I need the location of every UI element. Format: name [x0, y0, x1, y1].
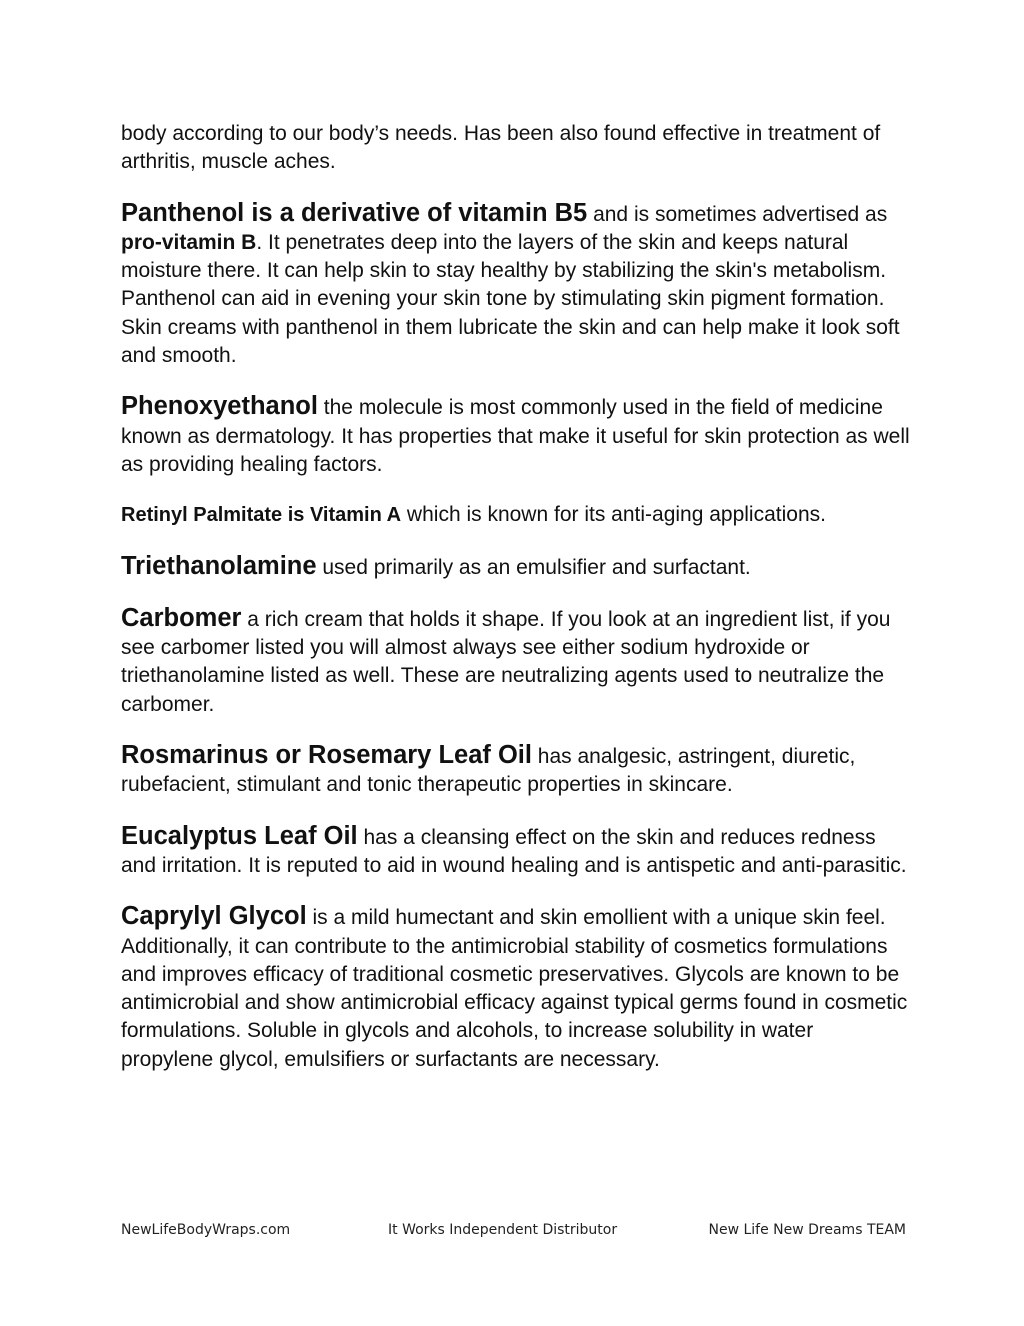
footer-website: NewLifeBodyWraps.com [121, 1222, 291, 1238]
panthenol-paragraph [121, 199, 911, 371]
triethanolamine-paragraph [121, 552, 911, 582]
panthenol-text-b: . It penetrates deep into the layers of the skin and keeps natural moisture there. It can help skin to stay healthy by stabilizing the skin's metabolism. Panthenol can aid in evening your skin tone by stimulating skin pigment formation. Skin creams with panthenol in them lubricate the skin and can help make it look soft and smooth. [121, 230, 900, 368]
triethanolamine-term: Triethanolamine [121, 551, 317, 580]
triethanolamine-text: used primarily as an emulsifier and surfactant. [316, 555, 751, 579]
phenoxyethanol-term: Phenoxyethanol [121, 392, 318, 421]
footer-distributor: It Works Independent Distributor [388, 1222, 618, 1238]
retinyl-palmitate-paragraph [121, 501, 911, 529]
rosemary-paragraph [121, 741, 911, 800]
rosemary-text: has analgesic, astringent, diuretic, rubefacient, stimulant and tonic therapeutic properties in skincare. [121, 745, 856, 797]
phenoxyethanol-paragraph [121, 392, 911, 479]
carbomer-paragraph [121, 604, 911, 719]
eucalyptus-paragraph [121, 822, 911, 881]
pro-vitamin-b-term: pro-vitamin B [121, 230, 257, 254]
footer-team: New Life New Dreams TEAM [708, 1222, 906, 1238]
document-body [121, 120, 911, 1096]
retinyl-palmitate-text: which is known for its anti-aging applications. [401, 503, 826, 527]
eucalyptus-text: has a cleansing effect on the skin and reduces redness and irritation. It is reputed to aid in wound healing and is antispetic and anti-parasitic. [121, 825, 907, 877]
rosemary-term: Rosmarinus or Rosemary Leaf Oil [121, 741, 532, 770]
caprylyl-glycol-text: is a mild humectant and skin emollient with a unique skin feel. Additionally, it can contribute to the antimicrobial stability of cosmetics formulations and improves efficacy of traditional cosmetic preservatives. Glycols are known to be antimicrobial and show antimicrobial efficacy against typical germs found in cosmetic formulations. Soluble in glycols and alcohols, to increase solubility in water propylene glycol, emulsifiers or surfactants are necessary. [121, 906, 908, 1071]
carbomer-term: Carbomer [121, 603, 242, 632]
panthenol-text-a: and is sometimes advertised as [587, 202, 888, 226]
phenoxyethanol-text: the molecule is most commonly used in the field of medicine known as dermatology. It has properties that make it useful for skin protection as well as providing healing factors. [121, 396, 910, 476]
retinyl-palmitate-term: Retinyl Palmitate is Vitamin A [121, 504, 402, 527]
panthenol-term: Panthenol is a derivative of vitamin B5 [121, 198, 588, 227]
caprylyl-glycol-paragraph [121, 902, 911, 1074]
page-footer [121, 1222, 906, 1242]
carbomer-text: a rich cream that holds it shape. If you look at an ingredient list, if you see carbomer listed you will almost always see either sodium hydroxide or triethanolamine listed as well. These are neutralizing agents used to neutralize the carbomer. [121, 607, 891, 716]
intro-paragraph: body according to our body’s needs. Has been also found effective in treatment of arthritis, muscle aches. [121, 122, 881, 174]
caprylyl-glycol-term: Caprylyl Glycol [121, 902, 307, 931]
eucalyptus-term: Eucalyptus Leaf Oil [121, 821, 358, 850]
